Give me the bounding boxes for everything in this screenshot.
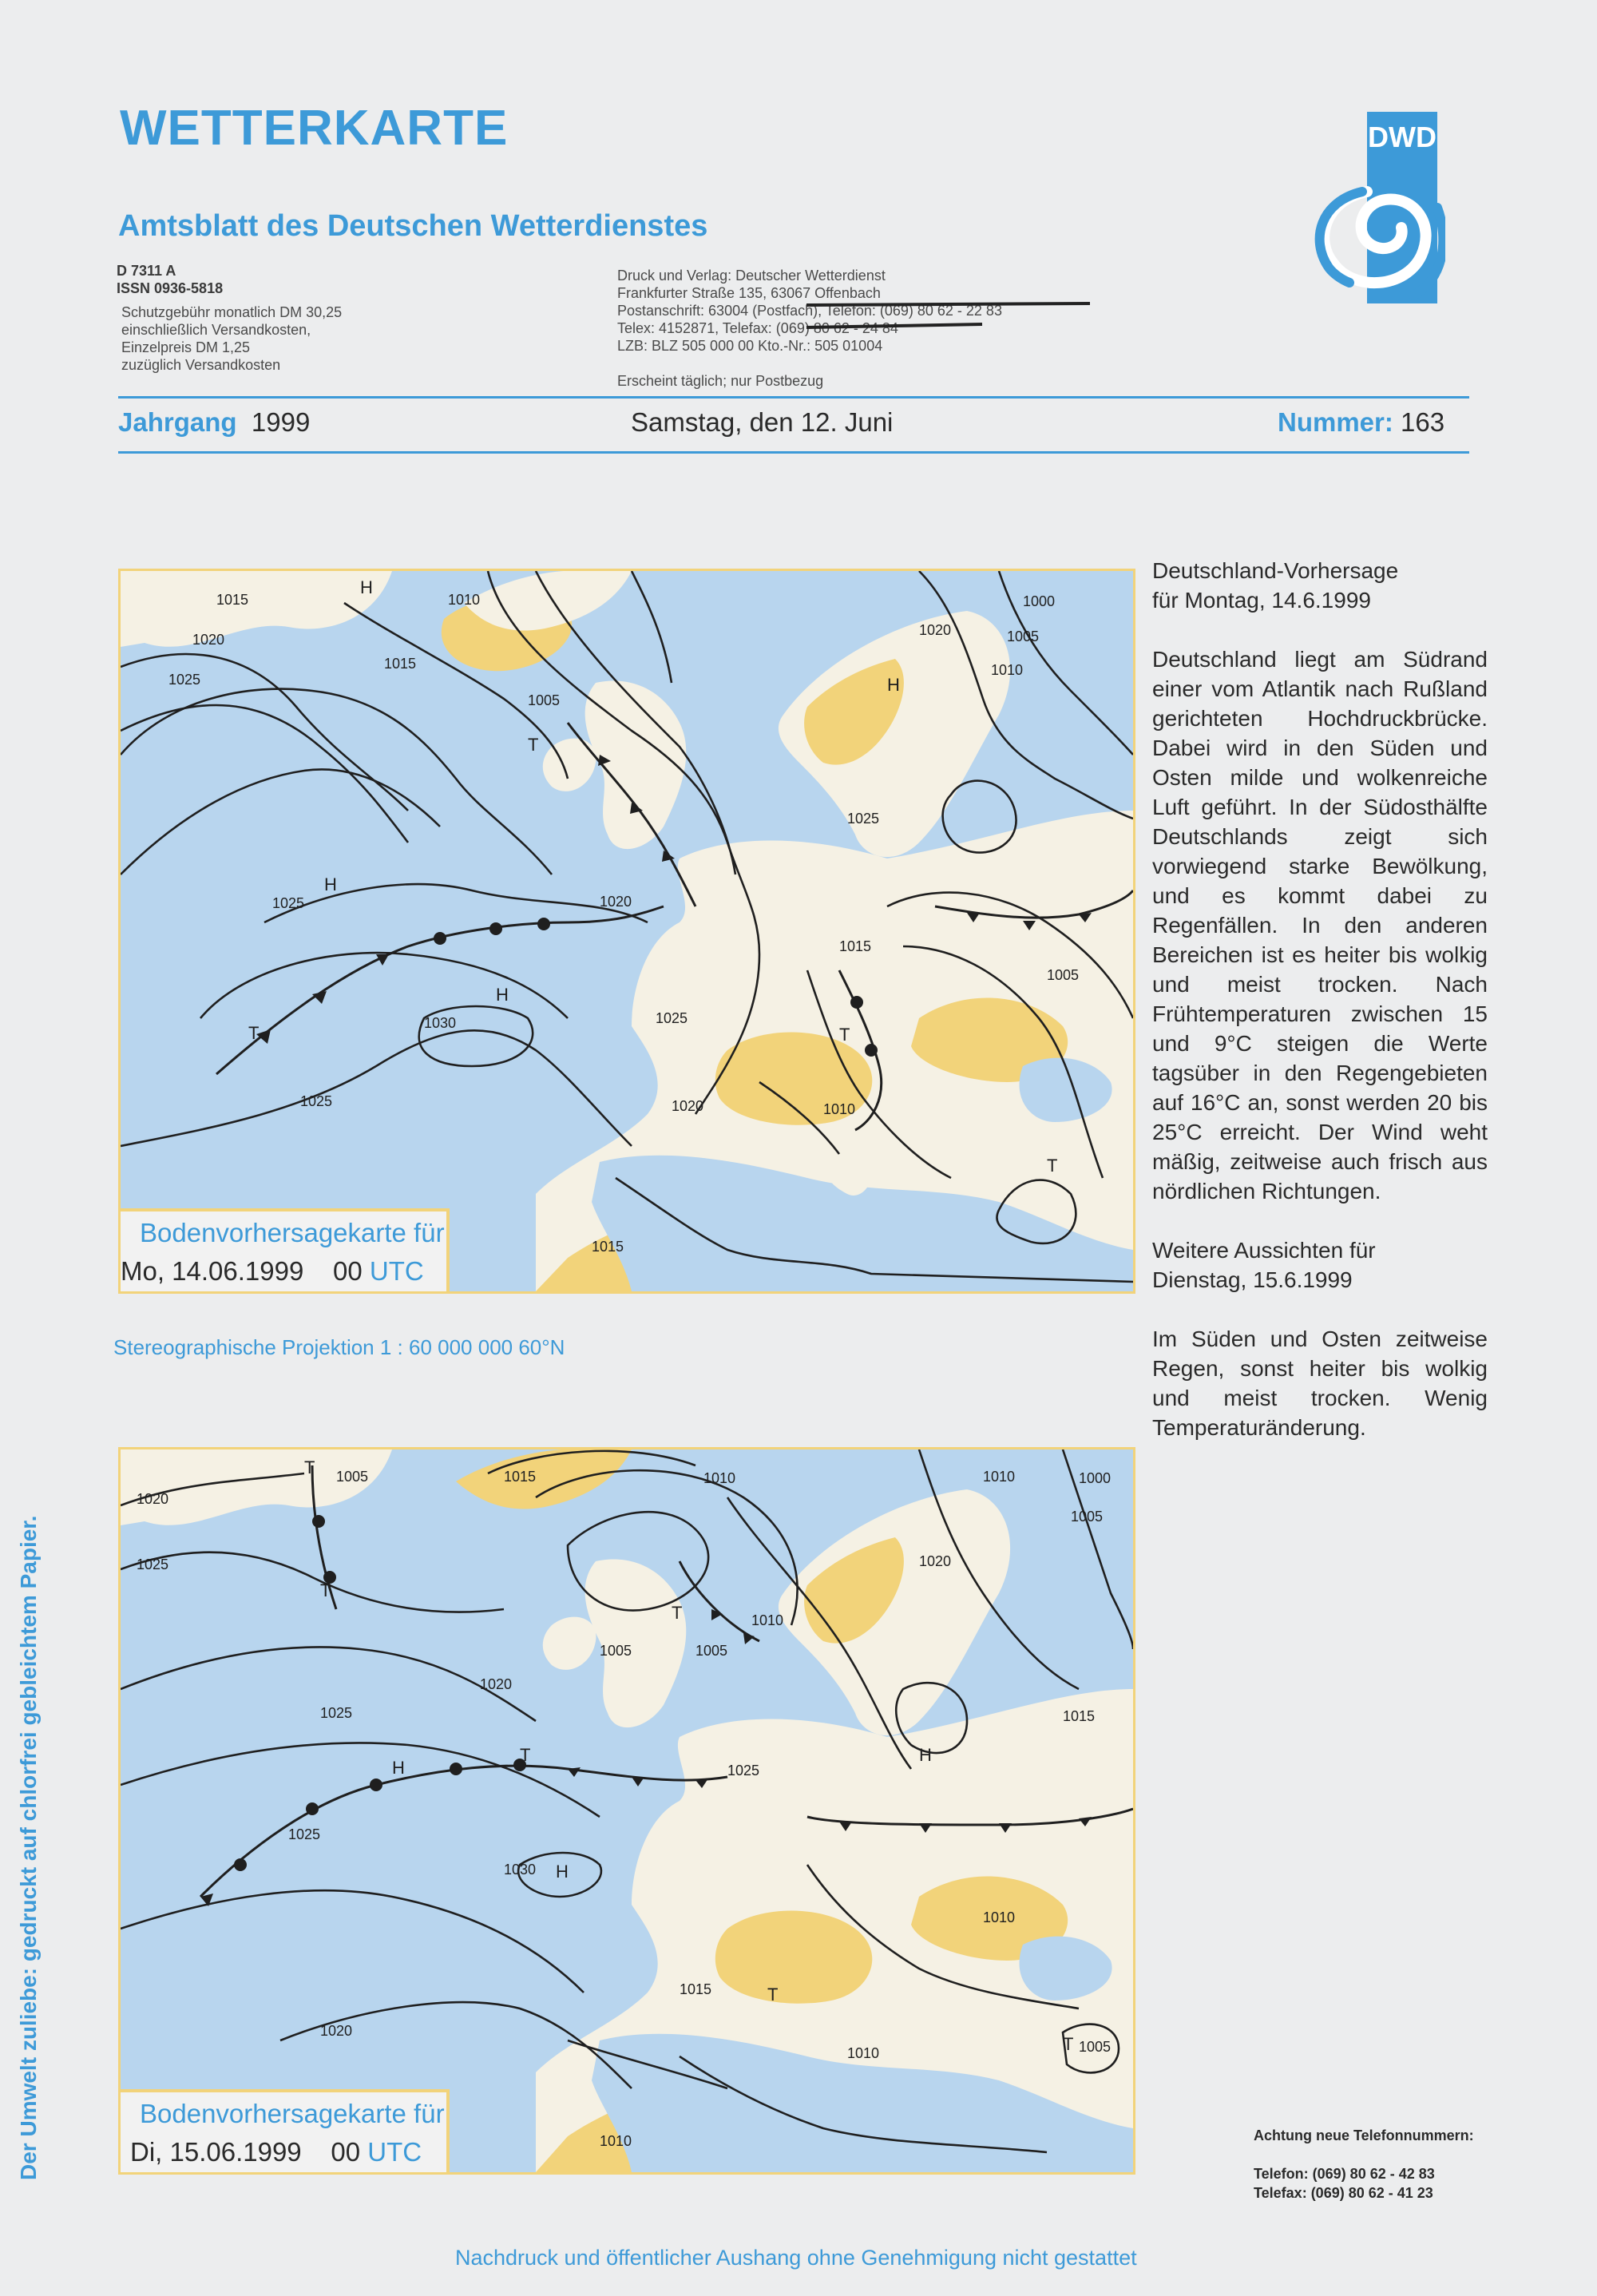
pressure-label: 1005 xyxy=(600,1643,632,1659)
pressure-label: H xyxy=(919,1745,932,1765)
pressure-label: 1005 xyxy=(1047,967,1080,983)
pressure-label: 1025 xyxy=(272,895,305,911)
pressure-label: 1015 xyxy=(1063,1708,1096,1724)
page-subtitle: Amtsblatt des Deutschen Wetterdienstes xyxy=(118,209,708,243)
pressure-label: T xyxy=(320,1580,331,1600)
outlook-heading: Weitere Aussichten für xyxy=(1152,1238,1376,1263)
pressure-label: 1020 xyxy=(919,622,952,638)
pressure-label: T xyxy=(767,1985,779,2005)
header-rule-bottom xyxy=(118,451,1469,454)
publisher-info: Druck und Verlag: Deutscher Wetterdienst Frankfurter Straße 135, 63067 Offenbach Postanschrift: 63004 (Postfach), Telefon: (069) 80 62 - 22 83 Telex: 4152871, Telefax: (069) 80 62 - 24 84 LZB: BLZ 505 000 00 Kto.-Nr.: 505 01004 xyxy=(617,268,1002,354)
outlook-heading-date: Dienstag, 15.6.1999 xyxy=(1152,1267,1353,1292)
pressure-label: 1030 xyxy=(504,1862,537,1878)
pressure-label: 1010 xyxy=(983,1469,1016,1485)
issue-number: Nummer: 163 xyxy=(1278,407,1445,437)
pressure-label: T xyxy=(672,1603,683,1623)
pressure-label: 1015 xyxy=(839,938,872,954)
pressure-label: T xyxy=(1047,1156,1058,1176)
publication-code: D 7311 A xyxy=(117,263,176,279)
pressure-label: 1020 xyxy=(919,1553,952,1569)
projection-note: Stereographische Projektion 1 : 60 000 000 60°N xyxy=(113,1335,565,1359)
phone-notice: Achtung neue Telefonnummern: Telefon: (069) 80 62 - 42 83 Telefax: (069) 80 62 - 41 23 xyxy=(1254,2127,1474,2201)
issue-date: Samstag, den 12. Juni xyxy=(631,407,894,437)
map1-caption: Bodenvorhersagekarte für Mo, 14.06.1999 00 UTC xyxy=(121,1208,450,1291)
footer-note: Nachdruck und öffentlicher Aushang ohne Genehmigung nicht gestattet xyxy=(455,2246,1137,2270)
map2-drawing xyxy=(121,1449,1133,2172)
dwd-logo xyxy=(1310,112,1445,311)
pressure-label: 1025 xyxy=(137,1556,169,1572)
pressure-label: 1015 xyxy=(384,656,417,672)
pressure-label: T xyxy=(528,735,539,755)
pressure-label: 1010 xyxy=(600,2133,632,2149)
pressure-label: 1000 xyxy=(1023,593,1056,609)
pressure-label: H xyxy=(556,1862,569,1882)
pressure-label: 1010 xyxy=(991,662,1024,678)
pressure-label: H xyxy=(887,675,900,695)
pressure-label: 1015 xyxy=(680,1981,712,1997)
pressure-label: 1010 xyxy=(847,2045,880,2061)
logo-text: DWD xyxy=(1368,121,1437,153)
pressure-label: 1020 xyxy=(480,1676,513,1692)
pressure-label: 1025 xyxy=(300,1093,333,1109)
fee-info: Schutzgebühr monatlich DM 30,25 einschließlich Versandkosten, Einzelpreis DM 1,25 zuzüglich Versandkosten xyxy=(121,304,343,373)
map2-caption: Bodenvorhersagekarte für Di, 15.06.1999 00 UTC xyxy=(121,2089,450,2172)
pressure-label: T xyxy=(248,1023,260,1043)
pressure-label: 1010 xyxy=(823,1101,856,1117)
pressure-label: T xyxy=(1063,2034,1074,2054)
issn: ISSN 0936-5818 xyxy=(117,280,224,296)
pressure-label: 1010 xyxy=(751,1612,784,1628)
pressure-label: T xyxy=(304,1457,315,1477)
strikethrough-lines xyxy=(798,295,1102,335)
pressure-label: 1020 xyxy=(672,1098,704,1114)
pressure-label: 1025 xyxy=(168,672,201,688)
pressure-label: 1005 xyxy=(1007,629,1040,644)
pressure-label: 1025 xyxy=(847,811,880,827)
pressure-label: H xyxy=(360,577,373,597)
pressure-label: 1025 xyxy=(288,1826,321,1842)
pressure-label: T xyxy=(839,1025,850,1045)
pressure-label: 1010 xyxy=(703,1470,736,1486)
pressure-label: 1000 xyxy=(1079,1470,1112,1486)
forecast-map-monday xyxy=(118,569,1135,1294)
pressure-label: 1025 xyxy=(656,1010,688,1026)
page-title: WETTERKARTE xyxy=(120,101,509,156)
pressure-label: 1030 xyxy=(424,1015,457,1031)
map1-drawing xyxy=(121,571,1133,1291)
outlook-body: Im Süden und Osten zeitweise Regen, sonst heiter bis wolkig und meist trocken. Wenig Temperaturänderung. xyxy=(1152,1326,1488,1440)
pressure-label: T xyxy=(520,1745,531,1765)
forecast-heading: Deutschland-Vorhersage xyxy=(1152,558,1399,583)
pressure-label: 1015 xyxy=(592,1239,624,1255)
pressure-label: 1005 xyxy=(528,692,561,708)
forecast-map-tuesday xyxy=(118,1447,1135,2175)
pressure-label: 1020 xyxy=(320,2023,353,2039)
pressure-label: 1015 xyxy=(504,1469,537,1485)
pressure-label: 1005 xyxy=(695,1643,728,1659)
pressure-label: 1020 xyxy=(192,632,225,648)
frequency-note: Erscheint täglich; nur Postbezug xyxy=(617,373,824,389)
header-rule-top xyxy=(118,396,1469,399)
forecast-heading-date: für Montag, 14.6.1999 xyxy=(1152,588,1371,613)
pressure-label: 1010 xyxy=(983,1909,1016,1925)
pressure-label: 1010 xyxy=(448,592,481,608)
pressure-label: H xyxy=(392,1758,405,1778)
pressure-label: 1005 xyxy=(1071,1509,1104,1525)
forecast-text xyxy=(1152,556,1488,1442)
pressure-label: 1005 xyxy=(1079,2039,1112,2055)
environment-note: Der Umwelt zuliebe: gedruckt auf chlorfrei gebleichtem Papier. xyxy=(16,1515,41,2180)
jahrgang: Jahrgang 1999 xyxy=(118,407,311,437)
pressure-label: 1020 xyxy=(137,1491,169,1507)
pressure-label: H xyxy=(496,985,509,1005)
forecast-body: Deutschland liegt am Südrand einer vom Atlantik nach Rußland gerichteten Hochdruckbrücke. Dabei wird in den Süden und Osten milde und wolkenreiche Luft geführt. In der Südosthälfte Deutschlands zeigt sich vorwiegend starke Bewölkung, und es kommt dabei zu Regenfällen. In den anderen Bereichen ist es heiter bis wolkig und meist trocken. Nach Frühtemperaturen zwischen 15 und 9°C steigen die Werte tagsüber in den Regengebieten auf 16°C an, sonst werden 20 bis 25°C erreicht. Der Wind weht mäßig, zeitweise auch frisch aus nördlichen Richtungen. xyxy=(1152,647,1488,1204)
label: 1015 xyxy=(216,592,249,608)
pressure-label: 1005 xyxy=(336,1469,369,1485)
pressure-label: 1020 xyxy=(600,894,632,910)
pressure-label: 1025 xyxy=(727,1763,760,1779)
pressure-label: H xyxy=(324,874,337,894)
pressure-label: 1025 xyxy=(320,1705,353,1721)
